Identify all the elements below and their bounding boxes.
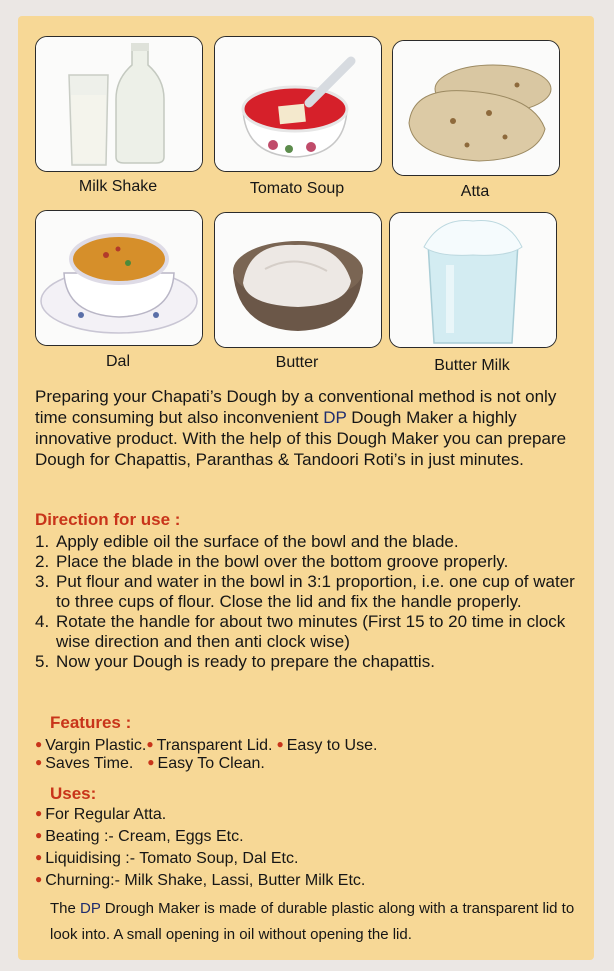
intro-text: Preparing your Chapati’s Dough by a conventional method is not only time consuming but also inconvenient [35,387,557,427]
direction-step: 3. Put flour and water in the bowl in 3:1 proportion, i.e. one cup of water to three cups of flour. Close the lid and fix the handle properly. [35,572,575,611]
bullet-icon: ● [147,755,155,769]
bullet-icon: ● [35,755,43,769]
direction-step: 2. Place the blade in the bowl over the bottom groove properly. [35,552,509,571]
bullet-icon: ● [146,737,154,751]
use-item: ● For Regular Atta. [35,806,167,823]
product-label: Milk Shake [78,178,158,195]
direction-step: 5. Now your Dough is ready to prepare the chapattis. [35,652,435,671]
bullet-icon: ● [35,872,43,886]
feature-item: Vargin Plastic. [45,737,147,754]
use-item: ● Beating :- Cream, Eggs Etc. [35,828,244,845]
intro-paragraph [35,386,575,470]
directions-list [35,532,580,672]
use-item: ● Liquidising :- Tomato Soup, Dal Etc. [35,850,299,867]
brand-logo: DP [323,408,347,427]
dal-image [35,210,203,346]
directions-heading: Direction for use : [35,510,181,529]
brand-logo: DP [80,900,101,917]
product-label: Dal [105,353,130,370]
milk-shake-image [35,36,203,172]
direction-step: 1. Apply edible oil the surface of the bowl and the blade. [35,532,459,551]
features-row [35,737,377,755]
bullet-icon: ● [35,828,43,842]
product-label: Butter Milk [434,357,510,374]
product-label: Butter [275,354,319,371]
bullet-icon: ● [35,806,43,820]
bullet-icon: ● [35,850,43,864]
intro-text: Dough Maker a highly innovative product. With the help of this Dough Maker you can prepare Dough for Chapattis, Paranthas & Tandoori Roti’s in just minutes. [35,408,567,469]
features-row [35,755,265,773]
feature-item: Easy To Clean. [157,755,265,772]
product-label: Atta [460,183,490,200]
feature-item: Saves Time. [45,755,134,772]
butter-milk-image [389,212,557,348]
uses-heading: Uses: [50,784,97,803]
direction-step: 4. Rotate the handle for about two minutes (First 15 to 20 time in clock wise direction and then anti clock wise) [35,612,566,651]
use-item: ● Churning:- Milk Shake, Lassi, Butter Milk Etc. [35,872,366,889]
tomato-soup-image [214,36,382,172]
feature-item: Transparent Lid. [156,737,273,754]
butter-image [214,212,382,348]
atta-image [392,40,560,176]
bullet-icon: ● [35,737,43,751]
feature-item: Easy to Use. [286,737,378,754]
product-label: Tomato Soup [249,180,345,197]
bullet-icon: ● [276,737,284,751]
features-heading: Features : [50,713,132,732]
footer-paragraph: The DP Drough Maker is made of durable plastic along with a transparent lid to look into. A small opening in oil without opening the lid. [50,900,575,943]
